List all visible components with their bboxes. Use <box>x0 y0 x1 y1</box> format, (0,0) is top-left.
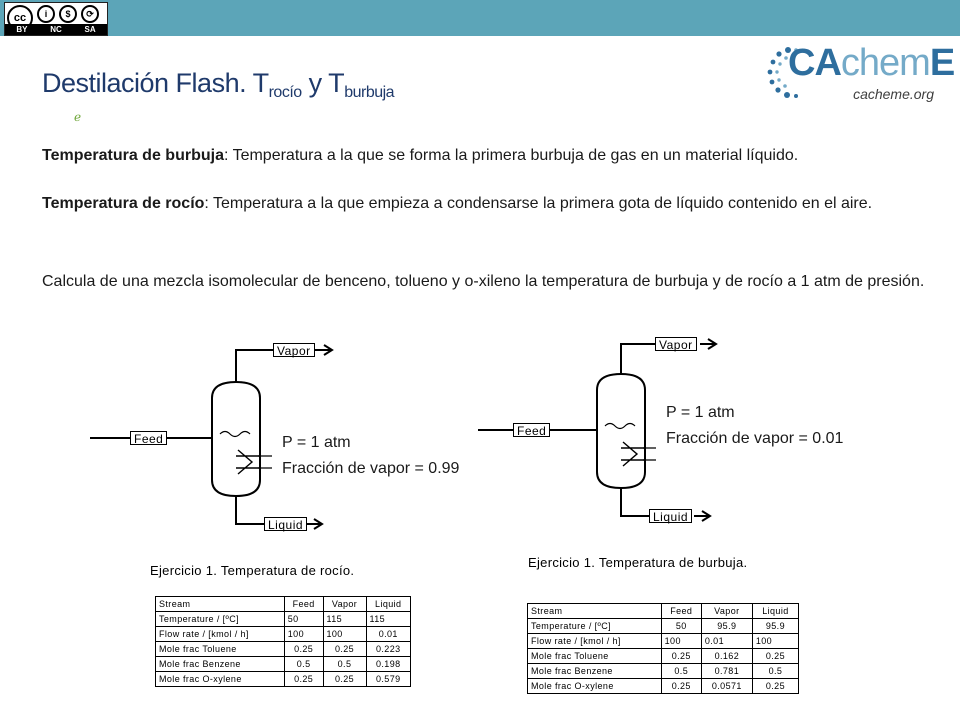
non-commercial-icon: $ <box>59 5 77 23</box>
cell-liquid: 95.9 <box>752 619 798 634</box>
bubble-def: : Temperatura a la que se forma la primera burbuja de gas en un material líquido. <box>223 147 799 164</box>
dew-table-title: Ejercicio 1. Temperatura de rocío. <box>150 563 355 578</box>
cell-liquid: 0.25 <box>752 649 798 664</box>
cell-liquid: 0.579 <box>366 672 410 687</box>
bubble-definition <box>42 144 942 168</box>
cacheme-logo[interactable] <box>766 42 955 106</box>
row-label: Mole frac O-xylene <box>528 679 662 694</box>
license-label-by: BY <box>16 25 28 34</box>
cell-liquid: 0.25 <box>752 679 798 694</box>
cell-feed: 0.25 <box>661 679 701 694</box>
cell-vapor: 0.162 <box>701 649 752 664</box>
table-row <box>528 634 799 649</box>
cc-license-badge[interactable] <box>4 2 108 36</box>
table-row <box>528 664 799 679</box>
cell-vapor: 100 <box>323 627 366 642</box>
dew-term: Temperatura de rocío <box>42 195 205 212</box>
row-label: Flow rate / [kmol / h] <box>156 627 285 642</box>
table-header-row <box>528 604 799 619</box>
row-label: Mole frac Benzene <box>156 657 285 672</box>
license-label-nc: NC <box>50 25 62 34</box>
bubble-results-table <box>527 603 799 694</box>
col-header-feed: Feed <box>661 604 701 619</box>
cell-vapor: 0.01 <box>701 634 752 649</box>
dew-results-table <box>155 596 411 687</box>
license-label-sa: SA <box>84 25 96 34</box>
cell-vapor: 0.781 <box>701 664 752 679</box>
pressure-right: P = 1 atm <box>666 404 735 421</box>
logo-text-chem: chem <box>840 42 930 84</box>
cell-feed: 100 <box>661 634 701 649</box>
vapor-fraction-left: Fracción de vapor = 0.99 <box>282 460 460 477</box>
row-label: Mole frac Benzene <box>528 664 662 679</box>
table-row <box>528 679 799 694</box>
row-label: Temperature / [ºC] <box>528 619 662 634</box>
row-label: Mole frac Toluene <box>528 649 662 664</box>
attribution-icon: i <box>37 5 55 23</box>
cell-vapor: 0.25 <box>323 672 366 687</box>
cell-feed: 0.25 <box>661 649 701 664</box>
logo-text-ca: CA <box>788 42 841 84</box>
feed-stream-right[interactable]: Feed <box>513 423 550 437</box>
feed-stream-left[interactable]: Feed <box>130 431 167 445</box>
small-leaf-icon: ℯ <box>74 110 82 124</box>
col-header-vapor: Vapor <box>701 604 752 619</box>
cell-liquid: 0.223 <box>366 642 410 657</box>
dew-def: : Temperatura a la que empieza a condensarse la primera gota de líquido contenido en el aire. <box>204 195 873 212</box>
table-row <box>156 672 411 687</box>
cell-vapor: 0.5 <box>323 657 366 672</box>
logo-wordmark <box>788 42 954 85</box>
row-label: Temperature / [ºC] <box>156 612 285 627</box>
cell-vapor: 115 <box>323 612 366 627</box>
liquid-stream-left[interactable]: Liquid <box>264 517 307 531</box>
logo-url[interactable]: cacheme.org <box>853 86 934 102</box>
col-header-liquid: Liquid <box>366 597 410 612</box>
vapor-stream-right[interactable]: Vapor <box>655 337 697 351</box>
table-row <box>528 649 799 664</box>
logo-text-e: E <box>929 42 955 84</box>
top-bar <box>0 0 960 36</box>
cell-feed: 50 <box>284 612 323 627</box>
cell-liquid: 100 <box>752 634 798 649</box>
col-header-stream: Stream <box>156 597 285 612</box>
title-sub-rocio: rocío <box>268 84 302 101</box>
title-main: Destilación Flash. T <box>42 68 269 98</box>
cell-vapor: 0.25 <box>323 642 366 657</box>
vapor-stream-left[interactable]: Vapor <box>273 343 315 357</box>
table-row <box>528 619 799 634</box>
cell-liquid: 115 <box>366 612 410 627</box>
table-row <box>156 657 411 672</box>
pressure-left: P = 1 atm <box>282 434 351 451</box>
cell-vapor: 95.9 <box>701 619 752 634</box>
cell-feed: 100 <box>284 627 323 642</box>
license-labels <box>5 24 107 35</box>
cell-feed: 50 <box>661 619 701 634</box>
col-header-vapor: Vapor <box>323 597 366 612</box>
vapor-fraction-right: Fracción de vapor = 0.01 <box>666 430 844 447</box>
cell-feed: 0.25 <box>284 672 323 687</box>
title-mid: y T <box>301 68 345 98</box>
liquid-stream-right[interactable]: Liquid <box>649 509 692 523</box>
share-alike-icon: ⟳ <box>81 5 99 23</box>
title-sub-burbuja: burbuja <box>344 84 395 101</box>
cell-liquid: 0.01 <box>366 627 410 642</box>
problem-statement: Calcula de una mezcla isomolecular de benceno, tolueno y o-xileno la temperatura de burbuja y de rocío a 1 atm de presión. <box>42 273 925 290</box>
row-label: Mole frac O-xylene <box>156 672 285 687</box>
cell-feed: 0.25 <box>284 642 323 657</box>
bubble-table-title: Ejercicio 1. Temperatura de burbuja. <box>528 555 748 570</box>
table-row <box>156 627 411 642</box>
table-row <box>156 642 411 657</box>
table-header-row <box>156 597 411 612</box>
cell-feed: 0.5 <box>284 657 323 672</box>
cell-liquid: 0.198 <box>366 657 410 672</box>
bubble-term: Temperatura de burbuja <box>42 147 224 164</box>
page-title <box>42 68 394 102</box>
table-row <box>156 612 411 627</box>
cell-vapor: 0.0571 <box>701 679 752 694</box>
dew-definition <box>42 192 942 216</box>
row-label: Mole frac Toluene <box>156 642 285 657</box>
col-header-feed: Feed <box>284 597 323 612</box>
cell-liquid: 0.5 <box>752 664 798 679</box>
cc-icon: cc <box>7 5 33 31</box>
col-header-stream: Stream <box>528 604 662 619</box>
col-header-liquid: Liquid <box>752 604 798 619</box>
row-label: Flow rate / [kmol / h] <box>528 634 662 649</box>
cell-feed: 0.5 <box>661 664 701 679</box>
